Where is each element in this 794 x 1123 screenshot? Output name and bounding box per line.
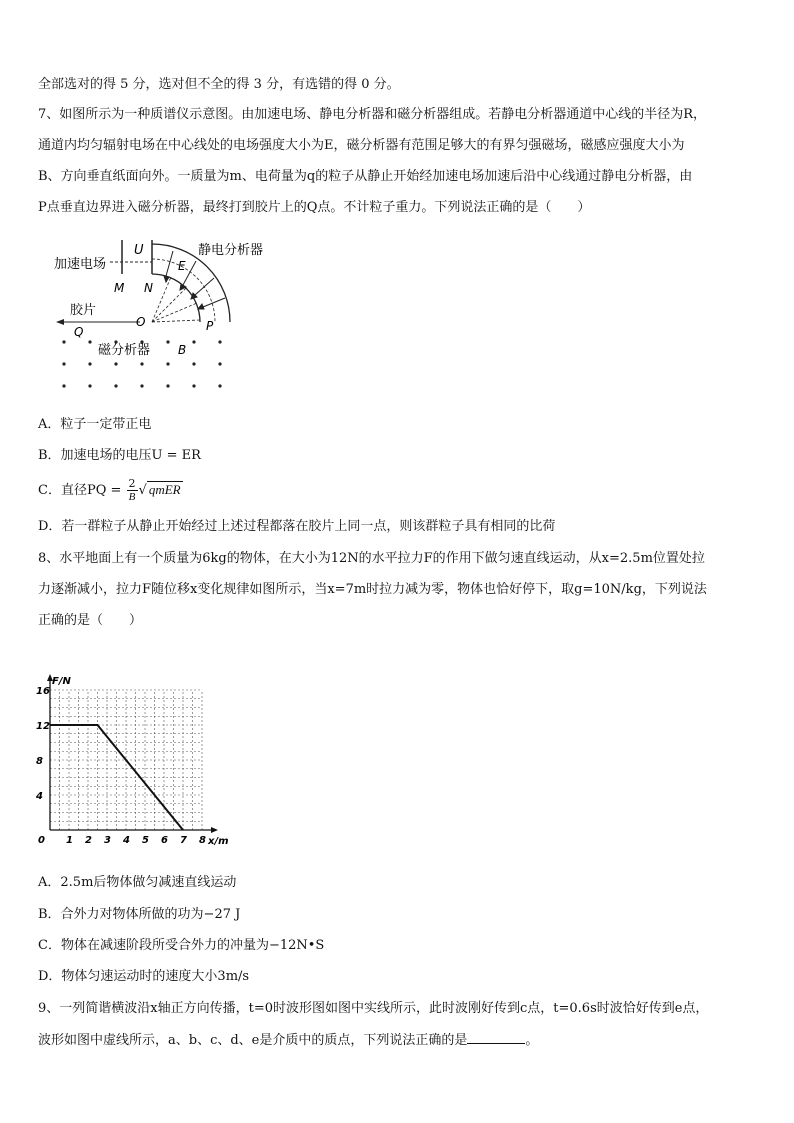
force-displacement-chart xyxy=(30,655,229,855)
q7-option-a: A．粒子一定带正电 xyxy=(38,417,152,432)
q8-option-c: C．物体在减速阶段所受合外力的冲量为−12N•S xyxy=(38,938,325,953)
mass-spectrometer-figure xyxy=(40,232,300,400)
q9-line1: 9、一列简谐横波沿x轴正方向传播，t=0时波形图如图中实线所示，此时波刚好传到c点，t=0.6s时波恰好传到e点， xyxy=(38,1001,709,1016)
q8-line1: 8、水平地面上有一个质量为6kg的物体，在大小为12N的水平拉力F的作用下做匀速直线运动，从x=2.5m位置处拉 xyxy=(38,551,705,566)
label-n: N xyxy=(144,281,153,295)
y-tick-label: 12 xyxy=(36,721,50,732)
q8-option-b: B．合外力对物体所做的功为−27 J xyxy=(38,907,241,922)
q7-line2: 通道内均匀辐射电场在中心线处的电场强度大小为E，磁分析器有范围足够大的有界匀强磁场，磁感应强度大小为 xyxy=(38,138,685,153)
q7-option-c-prefix: C．直径PQ = xyxy=(38,483,122,498)
q8-option-d: D．物体匀速运动时的速度大小3m/s xyxy=(38,969,250,984)
q7-option-b: B．加速电场的电压U = ER xyxy=(38,448,201,463)
label-electro: 静电分析器 xyxy=(198,243,264,258)
q7-option-c xyxy=(38,478,183,503)
top-scoring-note: 全部选对的得 5 分，选对但不全的得 3 分，有选错的得 0 分。 xyxy=(38,77,400,92)
label-b: B xyxy=(178,343,187,357)
x-tick-label: 0 xyxy=(38,835,45,846)
q7-line4: P点垂直边界进入磁分析器，最终打到胶片上的Q点。不计粒子重力。下列说法正确的是（ ） xyxy=(38,200,591,215)
label-e: E xyxy=(178,259,186,273)
answer-blank xyxy=(467,1031,525,1044)
y-axis-label: F/N xyxy=(52,676,71,687)
x-tick-label: 1 xyxy=(66,835,73,846)
x-axis-arrow xyxy=(211,827,218,833)
label-p: P xyxy=(206,319,214,333)
y-tick-label: 16 xyxy=(36,686,50,697)
q7-option-c-radicand: qmER xyxy=(148,482,181,497)
q7-option-c-fraction xyxy=(127,478,138,503)
x-tick-label: 6 xyxy=(161,835,168,846)
y-tick-label: 4 xyxy=(36,791,43,802)
label-accel: 加速电场 xyxy=(54,257,107,272)
q7-option-c-den: B xyxy=(128,491,136,503)
q7-line1: 7、如图所示为一种质谱仪示意图。由加速电场、静电分析器和磁分析器组成。若静电分析器通道中心线的半径为R， xyxy=(38,107,707,122)
x-tick-label: 7 xyxy=(180,835,187,846)
label-m: M xyxy=(114,281,125,295)
q7-option-c-num: 2 xyxy=(128,477,136,490)
label-o: O xyxy=(136,315,146,329)
label-u: U xyxy=(134,243,144,258)
q9-line2-text: 波形如图中虚线所示，a、b、c、d、e是介质中的质点，下列说法正确的是 xyxy=(38,1033,468,1048)
q9-line2 xyxy=(38,1031,538,1050)
label-film: 胶片 xyxy=(70,303,97,318)
q7-line3: B、方向垂直纸面向外。一质量为m、电荷量为q的粒子从静止开始经加速电场加速后沿中心线通过静电分析器，由 xyxy=(38,169,693,184)
q8-option-a: A．2.5m后物体做匀减速直线运动 xyxy=(38,875,237,890)
x-axis-label: x/m xyxy=(208,836,229,847)
y-tick-label: 8 xyxy=(36,756,43,767)
sqrt-symbol: √ xyxy=(138,483,147,498)
label-q: Q xyxy=(74,325,84,339)
x-tick-label: 2 xyxy=(85,835,92,846)
label-magnetic: 磁分析器 xyxy=(98,343,151,358)
x-tick-label: 3 xyxy=(104,835,111,846)
x-tick-label: 4 xyxy=(123,835,130,846)
x-tick-label: 5 xyxy=(142,835,149,846)
x-tick-label: 8 xyxy=(199,835,206,846)
q8-line3: 正确的是（ ） xyxy=(38,613,143,628)
q7-option-d: D．若一群粒子从静止开始经过上述过程都落在胶片上同一点，则该群粒子具有相同的比荷 xyxy=(38,519,556,534)
q8-line2: 力逐渐减小，拉力F随位移x变化规律如图所示，当x=7m时拉力减为零，物体也恰好停下，取g=10N/kg，下列说法 xyxy=(38,582,707,597)
period: 。 xyxy=(525,1033,539,1048)
